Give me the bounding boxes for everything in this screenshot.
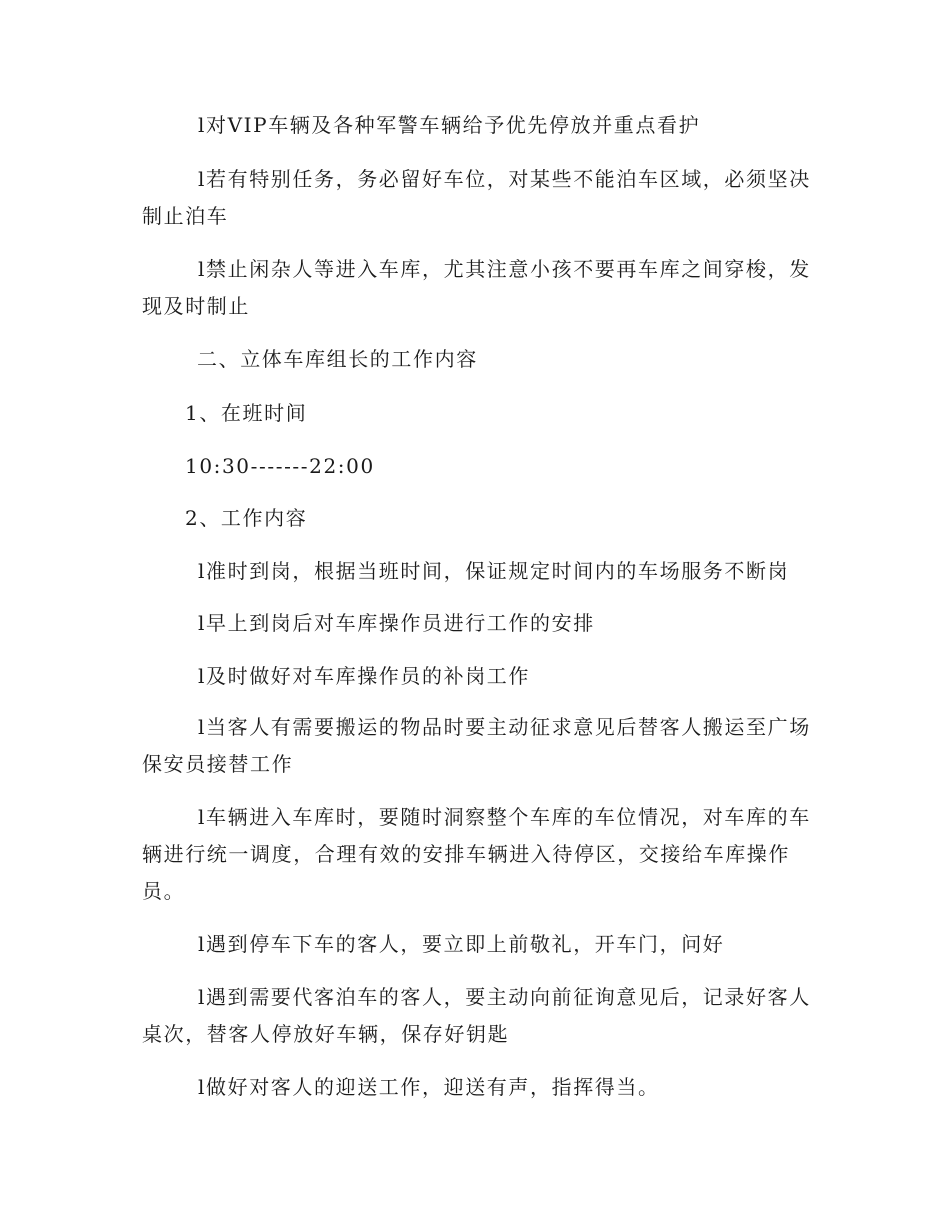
paragraph-valet-parking: l遇到需要代客泊车的客人，要主动向前征询意见后，记录好客人桌次，替客人停放好车辆，保存好钥匙 bbox=[142, 985, 811, 1046]
paragraph-welcome-farewell: l做好对客人的迎送工作，迎送有声，指挥得当。 bbox=[198, 1075, 660, 1099]
paragraph-special-task: l若有特别任务，务必留好车位，对某些不能泊车区域，必须坚决制止泊车 bbox=[142, 167, 811, 228]
paragraph-greet-guests: l遇到停车下车的客人，要立即上前敬礼，开车门，问好 bbox=[198, 932, 725, 956]
subheading-work-content: 2、工作内容 bbox=[185, 506, 308, 530]
paragraph-vip-priority: l对VIP车辆及各种军警车辆给予优先停放并重点看护 bbox=[198, 113, 701, 137]
paragraph-no-idlers: l禁止闲杂人等进入车库，尤其注意小孩不要再车库之间穿梭，发现及时制止 bbox=[142, 257, 811, 318]
section-heading: 二、立体车库组长的工作内容 bbox=[197, 347, 478, 371]
subheading-shift-time: 1、在班时间 bbox=[185, 401, 308, 425]
paragraph-morning-arrangement: l早上到岗后对车库操作员进行工作的安排 bbox=[198, 611, 595, 635]
paragraph-backup-post: l及时做好对车库操作员的补岗工作 bbox=[198, 664, 530, 688]
shift-time-value: 10:30-------22:00 bbox=[185, 454, 375, 478]
paragraph-carry-items: l当客人有需要搬运的物品时要主动征求意见后替客人搬运至广场保安员接替工作 bbox=[142, 715, 811, 776]
paragraph-on-time: l准时到岗，根据当班时间，保证规定时间内的车场服务不断岗 bbox=[198, 559, 790, 583]
paragraph-vehicle-dispatch: l车辆进入车库时，要随时洞察整个车库的车位情况，对车库的车辆进行统一调度，合理有效的安排车辆进入待停区，交接给车库操作员。 bbox=[142, 805, 811, 903]
